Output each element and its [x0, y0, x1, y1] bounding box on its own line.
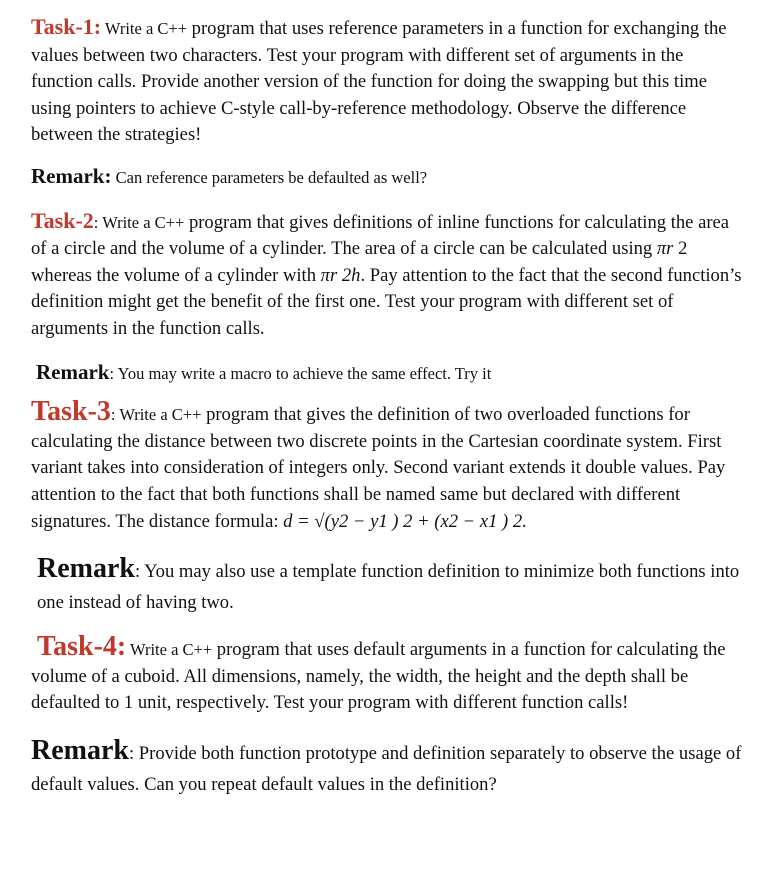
task-1-body: program that uses reference parameters in a function for exchanging the values between two characters. Test your program with different set of arguments in the function calls. Provide another version of the function for doing the swapping but this time using pointers to achieve C-style call-by-reference methodology. Observe the difference between the strategies! — [31, 18, 727, 146]
remark-1-body: Can reference parameters be defaulted as well? — [111, 167, 428, 187]
volume-formula: πr 2h — [320, 264, 361, 286]
task-4-heading: Task-4: — [37, 631, 127, 663]
remark-3-body: : You may also use a template function definition to minimize both functions into one instead of having two. — [37, 561, 740, 614]
task-2-paragraph — [31, 208, 743, 343]
remark-2-paragraph — [31, 359, 743, 388]
task-3-paragraph — [31, 396, 743, 535]
remark-1-paragraph — [31, 163, 743, 192]
remark-4-body: : Provide both function prototype and definition separately to observe the usage of default values. Can you repeat default values in the definition? — [31, 742, 742, 795]
task-3-body: program that gives the definition of two overloaded functions for calculating the distance between two discrete points in the Cartesian coordinate system. First variant takes into consideration of integers only. Second variant extends it double values. Pay attention to the fact that both functions shall be named same but declared with different signatures. The distance formula: — [31, 404, 726, 532]
remark-2-heading: Remark — [36, 359, 110, 384]
task-3-heading: Task-3 — [31, 396, 111, 428]
task-2-body-after: . Pay attention to the fact that the second function’s definition might get the benefit of the first one. Test your program with different set of arguments in the function calls. — [31, 264, 742, 339]
assignment-document — [31, 14, 743, 800]
remark-4-heading: Remark — [31, 734, 129, 766]
task-2-area-suffix: 2 whereas the volume of a cylinder with — [31, 238, 688, 286]
remark-3-paragraph — [31, 553, 743, 618]
task-2-lead: : Write a C++ — [93, 212, 185, 232]
task-2-heading: Task-2 — [31, 207, 94, 233]
remark-2-body: : You may write a macro to achieve the same effect. Try it — [109, 363, 492, 383]
task-4-paragraph — [31, 631, 743, 717]
task-3-lead: : Write a C++ — [110, 405, 202, 425]
task-2-body: program that gives definitions of inline functions for calculating the area of a circle and the volume of a cylinder. The area of a circle can be calculated using — [31, 211, 730, 260]
remark-4-paragraph — [31, 735, 743, 800]
area-formula: πr — [656, 238, 674, 260]
task-4-body: program that uses default arguments in a function for calculating the volume of a cuboid. All dimensions, namely, the width, the height and the depth shall be defaulted to 1 unit, respectively. Test your program with different function calls! — [31, 639, 726, 714]
remark-3-heading: Remark — [37, 553, 135, 585]
task-1-paragraph — [31, 14, 743, 149]
task-1-lead: Write a C++ — [101, 19, 188, 38]
task-4-lead: Write a C++ — [126, 640, 213, 660]
distance-formula: d = √(y2 − y1 ) 2 + (x2 − x1 ) 2. — [283, 510, 527, 532]
task-1-heading: Task-1: — [31, 14, 102, 39]
remark-1-heading: Remark: — [31, 163, 112, 188]
